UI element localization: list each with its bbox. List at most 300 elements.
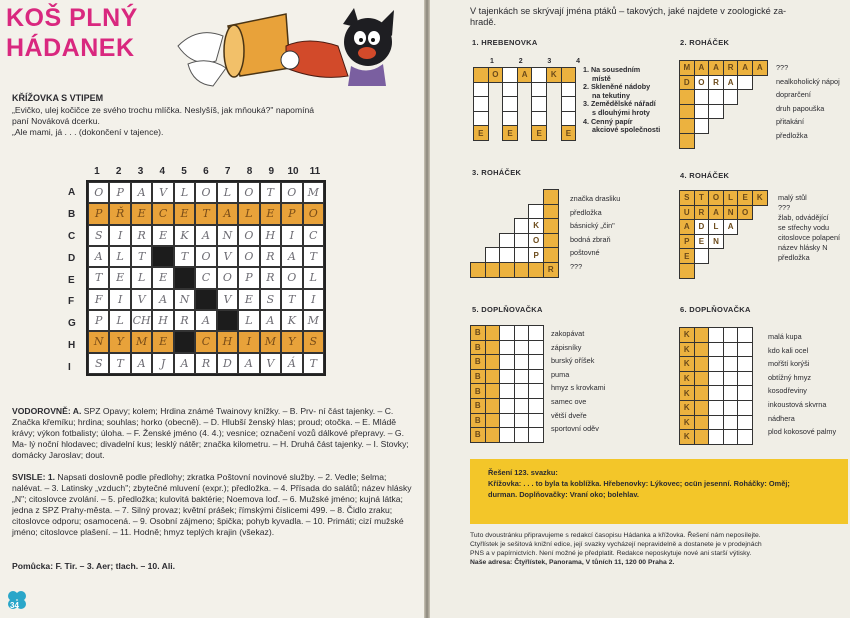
puzzle-cell[interactable] xyxy=(694,104,709,119)
puzzle-cell[interactable] xyxy=(680,263,695,278)
puzzle-cell[interactable]: K xyxy=(680,415,695,430)
grid-cell[interactable]: I xyxy=(109,289,130,310)
grid-cell[interactable]: Á xyxy=(281,353,302,374)
puzzle-cell[interactable] xyxy=(529,398,544,413)
grid-cell[interactable]: P xyxy=(88,310,109,331)
puzzle-cell[interactable] xyxy=(709,328,724,343)
grid-cell[interactable]: N xyxy=(174,289,195,310)
puzzle-cell[interactable] xyxy=(474,111,489,126)
grid-cell[interactable]: N xyxy=(217,225,238,246)
row-label: E xyxy=(68,274,75,286)
puzzle-cell[interactable] xyxy=(485,413,500,428)
grid-cell[interactable]: R xyxy=(131,225,152,246)
puzzle-cell[interactable]: E xyxy=(561,126,576,141)
puzzle-cell[interactable] xyxy=(561,68,576,83)
grid-cell[interactable]: M xyxy=(131,331,152,352)
puzzle-cell[interactable]: O xyxy=(738,205,753,220)
grid-cell[interactable]: O xyxy=(88,182,109,203)
puzzle-cell[interactable]: R xyxy=(543,262,558,277)
grid-cell[interactable]: A xyxy=(217,203,238,224)
puzzle-cell[interactable] xyxy=(514,340,529,355)
column-number: 2 xyxy=(115,166,122,177)
puzzle-cell[interactable] xyxy=(723,90,738,105)
puzzle-cell[interactable] xyxy=(500,340,515,355)
puzzle-cell[interactable]: K xyxy=(680,342,695,357)
grid-cell[interactable]: T xyxy=(281,289,302,310)
grid-cell[interactable]: C xyxy=(303,225,324,246)
puzzle-cell[interactable] xyxy=(694,90,709,105)
puzzle-cell[interactable]: L xyxy=(723,191,738,206)
grid-cell[interactable]: C xyxy=(195,331,216,352)
puzzle3-grid[interactable] xyxy=(470,189,559,278)
grid-cell[interactable] xyxy=(152,246,173,267)
grid-cell[interactable]: O xyxy=(195,182,216,203)
puzzle-cell[interactable] xyxy=(723,371,738,386)
puzzle-cell[interactable] xyxy=(514,219,529,234)
puzzle1-grid[interactable] xyxy=(473,67,576,141)
puzzle-cell[interactable] xyxy=(694,400,709,415)
puzzle-cell[interactable] xyxy=(723,430,738,445)
puzzle-cell[interactable] xyxy=(500,398,515,413)
grid-cell[interactable]: C xyxy=(152,203,173,224)
grid-cell[interactable]: O xyxy=(217,267,238,288)
grid-cell[interactable]: H xyxy=(152,310,173,331)
grid-cell[interactable]: A xyxy=(195,225,216,246)
puzzle-cell xyxy=(488,126,503,141)
puzzle-cell[interactable] xyxy=(485,248,500,263)
grid-cell[interactable]: CH xyxy=(131,310,152,331)
grid-cell[interactable]: E xyxy=(109,267,130,288)
grid-cell[interactable]: S xyxy=(88,353,109,374)
puzzle-cell[interactable] xyxy=(561,111,576,126)
puzzle-cell[interactable]: K xyxy=(680,371,695,386)
puzzle-cell[interactable] xyxy=(474,97,489,112)
grid-cell[interactable]: L xyxy=(238,310,259,331)
puzzle-cell[interactable] xyxy=(680,133,695,148)
puzzle-cell[interactable]: E xyxy=(503,126,518,141)
puzzle-cell[interactable] xyxy=(738,342,753,357)
puzzle-cell[interactable] xyxy=(680,119,695,134)
puzzle-cell[interactable] xyxy=(529,262,544,277)
puzzle-cell[interactable]: E xyxy=(532,126,547,141)
grid-cell[interactable]: I xyxy=(303,289,324,310)
puzzle-cell[interactable] xyxy=(694,371,709,386)
grid-cell[interactable]: K xyxy=(281,310,302,331)
grid-cell[interactable]: D xyxy=(217,353,238,374)
puzzle-cell[interactable] xyxy=(514,398,529,413)
grid-cell[interactable]: O xyxy=(303,203,324,224)
grid-cell[interactable]: S xyxy=(303,331,324,352)
grid-cell[interactable]: T xyxy=(131,246,152,267)
grid-cell[interactable]: N xyxy=(88,331,109,352)
puzzle-cell[interactable] xyxy=(500,428,515,443)
puzzle-cell[interactable]: A xyxy=(709,205,724,220)
puzzle-cell[interactable] xyxy=(500,326,515,341)
grid-cell[interactable] xyxy=(195,289,216,310)
grid-cell[interactable]: R xyxy=(174,310,195,331)
puzzle-cell xyxy=(485,190,500,205)
grid-row-labels xyxy=(68,182,82,378)
puzzle-cell[interactable] xyxy=(503,97,518,112)
puzzle-cell[interactable]: O xyxy=(709,191,724,206)
crossword-grid[interactable] xyxy=(86,180,326,376)
grid-cell[interactable]: L xyxy=(303,267,324,288)
puzzle-cell[interactable]: K xyxy=(680,386,695,401)
puzzle-cell[interactable]: P xyxy=(529,248,544,263)
column-number: 1 xyxy=(94,166,100,177)
puzzle-cell[interactable]: K xyxy=(680,430,695,445)
puzzle-cell[interactable] xyxy=(543,219,558,234)
puzzle-cell[interactable] xyxy=(514,369,529,384)
puzzle-cell[interactable] xyxy=(485,262,500,277)
puzzle-cell[interactable] xyxy=(694,342,709,357)
puzzle-cell[interactable] xyxy=(500,233,515,248)
clue: zakopávat xyxy=(551,329,585,338)
puzzle-cell[interactable] xyxy=(471,262,486,277)
puzzle-cell[interactable] xyxy=(485,369,500,384)
puzzle-cell[interactable]: N xyxy=(723,205,738,220)
puzzle-cell[interactable] xyxy=(485,428,500,443)
grid-cell[interactable]: I xyxy=(109,225,130,246)
puzzle-cell[interactable] xyxy=(723,328,738,343)
grid-cell[interactable]: A xyxy=(195,310,216,331)
puzzle-cell[interactable] xyxy=(485,398,500,413)
puzzle-cell[interactable] xyxy=(532,111,547,126)
puzzle-cell[interactable]: K xyxy=(680,328,695,343)
puzzle-cell[interactable]: B xyxy=(471,355,486,370)
puzzle-cell[interactable]: B xyxy=(471,384,486,399)
grid-cell[interactable]: F xyxy=(88,289,109,310)
puzzle-cell[interactable] xyxy=(543,248,558,263)
puzzle-cell[interactable]: M xyxy=(680,61,695,76)
puzzle-cell[interactable] xyxy=(738,400,753,415)
grid-cell[interactable]: L xyxy=(109,310,130,331)
puzzle-cell[interactable]: D xyxy=(680,75,695,90)
puzzle-cell[interactable]: T xyxy=(694,191,709,206)
puzzle-cell[interactable] xyxy=(543,233,558,248)
grid-cell[interactable]: S xyxy=(88,225,109,246)
grid-cell[interactable]: L xyxy=(217,182,238,203)
grid-cell[interactable]: K xyxy=(174,225,195,246)
puzzle-cell[interactable] xyxy=(561,97,576,112)
puzzle-cell[interactable]: B xyxy=(471,413,486,428)
clue: ??? xyxy=(778,203,791,212)
puzzle-cell[interactable] xyxy=(738,357,753,372)
puzzle-cell[interactable] xyxy=(503,111,518,126)
grid-cell[interactable]: A xyxy=(131,182,152,203)
grid-cell[interactable]: A xyxy=(131,353,152,374)
puzzle-cell[interactable] xyxy=(738,75,753,90)
puzzle-cell[interactable]: A xyxy=(680,220,695,235)
puzzle-cell[interactable]: O xyxy=(488,68,503,83)
grid-cell[interactable]: O xyxy=(238,246,259,267)
puzzle-cell[interactable] xyxy=(738,386,753,401)
grid-cell[interactable]: E xyxy=(260,203,281,224)
puzzle-cell[interactable] xyxy=(738,430,753,445)
puzzle-cell[interactable]: B xyxy=(471,340,486,355)
grid-cell[interactable]: R xyxy=(195,353,216,374)
puzzle-cell[interactable]: R xyxy=(694,205,709,220)
puzzle-cell[interactable] xyxy=(680,90,695,105)
grid-cell[interactable]: E xyxy=(152,331,173,352)
puzzle-cell[interactable] xyxy=(709,386,724,401)
grid-cell[interactable] xyxy=(217,310,238,331)
grid-cell[interactable]: O xyxy=(281,182,302,203)
puzzle-cell[interactable] xyxy=(514,413,529,428)
puzzle-cell[interactable] xyxy=(529,428,544,443)
puzzle-cell[interactable]: E xyxy=(680,249,695,264)
puzzle-cell[interactable] xyxy=(709,357,724,372)
puzzle-cell[interactable] xyxy=(561,82,576,97)
puzzle-cell[interactable] xyxy=(485,355,500,370)
puzzle-cell[interactable]: B xyxy=(471,428,486,443)
puzzle4-grid[interactable] xyxy=(679,190,768,279)
grid-cell[interactable]: H xyxy=(217,331,238,352)
puzzle-cell[interactable] xyxy=(514,262,529,277)
puzzle-cell[interactable]: D xyxy=(694,220,709,235)
grid-cell[interactable]: T xyxy=(303,246,324,267)
puzzle-cell[interactable] xyxy=(694,430,709,445)
puzzle-cell[interactable]: A xyxy=(723,220,738,235)
grid-cell[interactable]: I xyxy=(238,331,259,352)
puzzle-cell[interactable] xyxy=(723,386,738,401)
puzzle-cell[interactable] xyxy=(723,357,738,372)
grid-cell[interactable]: M xyxy=(303,310,324,331)
grid-cell[interactable]: M xyxy=(303,182,324,203)
puzzle-cell[interactable] xyxy=(529,204,544,219)
puzzle-cell[interactable] xyxy=(709,104,724,119)
puzzle-cell[interactable] xyxy=(543,190,558,205)
puzzle-cell[interactable] xyxy=(709,342,724,357)
puzzle-cell[interactable] xyxy=(485,340,500,355)
puzzle-cell[interactable]: B xyxy=(471,369,486,384)
puzzle-cell[interactable] xyxy=(529,384,544,399)
puzzle-cell[interactable] xyxy=(529,355,544,370)
puzzle-cell[interactable] xyxy=(709,90,724,105)
puzzle-cell[interactable] xyxy=(680,104,695,119)
puzzle-cell xyxy=(471,204,486,219)
grid-cell[interactable]: T xyxy=(88,267,109,288)
puzzle-cell[interactable] xyxy=(529,369,544,384)
puzzle-cell[interactable] xyxy=(694,415,709,430)
puzzle6-grid[interactable] xyxy=(679,327,753,445)
clue: předložka xyxy=(778,253,810,262)
grid-cell[interactable]: L xyxy=(238,203,259,224)
puzzle-cell[interactable] xyxy=(543,204,558,219)
grid-column-numbers xyxy=(86,166,326,178)
puzzle-cell[interactable] xyxy=(694,119,709,134)
puzzle-cell[interactable]: K xyxy=(529,219,544,234)
puzzle-cell[interactable] xyxy=(532,82,547,97)
puzzle-cell[interactable] xyxy=(500,355,515,370)
row-label: H xyxy=(68,339,76,351)
puzzle-cell xyxy=(517,97,532,112)
grid-cell[interactable]: Y xyxy=(281,331,302,352)
puzzle-cell[interactable]: O xyxy=(694,75,709,90)
puzzle-cell[interactable]: A xyxy=(738,61,753,76)
puzzle-cell[interactable] xyxy=(532,97,547,112)
across-heading: VODOROVNĚ: A. xyxy=(12,406,82,416)
puzzle5-grid[interactable] xyxy=(470,325,544,443)
grid-cell[interactable]: E xyxy=(152,267,173,288)
puzzle-cell[interactable] xyxy=(514,355,529,370)
grid-cell[interactable]: J xyxy=(152,353,173,374)
grid-cell[interactable]: O xyxy=(238,225,259,246)
grid-cell[interactable]: P xyxy=(238,267,259,288)
puzzle-cell[interactable]: A xyxy=(709,61,724,76)
puzzle-cell[interactable] xyxy=(514,384,529,399)
grid-cell[interactable]: H xyxy=(260,225,281,246)
puzzle-cell[interactable] xyxy=(500,413,515,428)
puzzle-cell[interactable] xyxy=(738,328,753,343)
grid-cell[interactable]: A xyxy=(260,310,281,331)
puzzle-cell[interactable] xyxy=(485,326,500,341)
puzzle-cell[interactable] xyxy=(694,357,709,372)
grid-cell[interactable]: O xyxy=(195,246,216,267)
puzzle-cell[interactable] xyxy=(723,400,738,415)
puzzle-cell[interactable] xyxy=(529,326,544,341)
puzzle-cell[interactable] xyxy=(514,248,529,263)
grid-cell[interactable]: E xyxy=(174,203,195,224)
puzzle-cell[interactable]: A xyxy=(694,61,709,76)
grid-cell[interactable] xyxy=(174,267,195,288)
puzzle-cell[interactable] xyxy=(723,415,738,430)
puzzle-cell[interactable]: E xyxy=(694,234,709,249)
puzzle-cell[interactable]: E xyxy=(738,191,753,206)
puzzle-cell[interactable]: A xyxy=(517,68,532,83)
grid-cell[interactable]: T xyxy=(260,182,281,203)
puzzle-cell[interactable] xyxy=(474,68,489,83)
puzzle-cell[interactable]: N xyxy=(709,234,724,249)
puzzle-cell[interactable] xyxy=(723,342,738,357)
grid-cell[interactable]: A xyxy=(88,246,109,267)
puzzle-cell[interactable] xyxy=(738,415,753,430)
puzzle-cell[interactable] xyxy=(709,371,724,386)
clue: 1. Na sousedním xyxy=(583,65,641,74)
grid-cell[interactable]: T xyxy=(109,353,130,374)
clue: na tekutiny xyxy=(592,90,630,100)
puzzle-cell[interactable] xyxy=(474,82,489,97)
grid-cell[interactable]: Y xyxy=(109,331,130,352)
grid-cell[interactable]: P xyxy=(281,203,302,224)
puzzle2-grid[interactable] xyxy=(679,60,768,149)
clue-text: – 2. Vedle; šelma; nalévat. – 3. Latinsky „vzduch"; zbytečné mluvení (expr.); xyxy=(12,472,387,493)
puzzle-cell[interactable] xyxy=(485,384,500,399)
puzzle-cell[interactable]: K xyxy=(680,357,695,372)
puzzle-cell[interactable] xyxy=(738,371,753,386)
grid-cell[interactable]: I xyxy=(281,225,302,246)
grid-cell[interactable]: V xyxy=(131,289,152,310)
grid-cell[interactable]: O xyxy=(238,182,259,203)
puzzle-cell[interactable] xyxy=(529,340,544,355)
grid-cell[interactable]: R xyxy=(260,246,281,267)
grid-cell[interactable]: L xyxy=(109,246,130,267)
grid-cell[interactable]: E xyxy=(238,289,259,310)
grid-cell[interactable]: L xyxy=(131,267,152,288)
puzzle-cell[interactable] xyxy=(694,328,709,343)
grid-cell[interactable]: A xyxy=(174,353,195,374)
puzzle-cell[interactable]: E xyxy=(474,126,489,141)
clues-down xyxy=(12,472,416,538)
grid-cell[interactable]: S xyxy=(260,289,281,310)
grid-cell[interactable]: T xyxy=(195,203,216,224)
puzzle-cell[interactable]: K xyxy=(752,191,767,206)
puzzle-cell[interactable]: R xyxy=(723,61,738,76)
puzzle-cell[interactable] xyxy=(500,384,515,399)
puzzle-cell[interactable]: P xyxy=(680,234,695,249)
clue: přitakání xyxy=(776,117,804,127)
grid-cell[interactable]: P xyxy=(109,182,130,203)
grid-cell[interactable]: C xyxy=(195,267,216,288)
puzzle-cell[interactable] xyxy=(500,262,515,277)
puzzle-cell[interactable]: K xyxy=(680,400,695,415)
grid-cell[interactable]: V xyxy=(217,246,238,267)
puzzle-cell[interactable]: B xyxy=(471,326,486,341)
grid-cell[interactable] xyxy=(174,331,195,352)
puzzle-cell[interactable] xyxy=(514,233,529,248)
puzzle4-clues xyxy=(778,193,840,263)
clue: předložka xyxy=(570,207,602,217)
grid-cell[interactable]: E xyxy=(131,203,152,224)
puzzle3-title: 3. ROHÁČEK xyxy=(472,168,522,177)
puzzle-cell[interactable] xyxy=(532,68,547,83)
puzzle-cell[interactable] xyxy=(500,369,515,384)
puzzle-cell[interactable] xyxy=(500,248,515,263)
grid-cell[interactable]: L xyxy=(174,182,195,203)
puzzle-cell xyxy=(485,204,500,219)
puzzle-cell[interactable] xyxy=(709,400,724,415)
grid-cell[interactable]: T xyxy=(303,353,324,374)
grid-cell[interactable]: T xyxy=(174,246,195,267)
grid-cell[interactable]: V xyxy=(152,182,173,203)
grid-cell[interactable]: P xyxy=(88,203,109,224)
puzzle-cell[interactable] xyxy=(709,415,724,430)
puzzle-cell[interactable]: A xyxy=(723,75,738,90)
puzzle-cell[interactable] xyxy=(503,82,518,97)
clue: mořští korýši xyxy=(768,359,810,369)
puzzle-cell[interactable] xyxy=(514,326,529,341)
puzzle-cell xyxy=(723,263,738,278)
grid-cell[interactable]: O xyxy=(281,267,302,288)
puzzle-cell[interactable]: U xyxy=(680,205,695,220)
grid-cell[interactable]: V xyxy=(260,353,281,374)
puzzle-cell[interactable]: S xyxy=(680,191,695,206)
puzzle-cell[interactable]: R xyxy=(709,75,724,90)
puzzle-cell xyxy=(723,249,738,264)
grid-cell[interactable]: A xyxy=(238,353,259,374)
puzzle-cell[interactable]: O xyxy=(529,233,544,248)
puzzle-cell[interactable] xyxy=(709,430,724,445)
puzzle-cell[interactable] xyxy=(529,413,544,428)
puzzle-cell[interactable] xyxy=(694,249,709,264)
p1-num: 4 xyxy=(576,58,580,65)
puzzle-cell[interactable]: K xyxy=(546,68,561,83)
clue: druh papouška xyxy=(776,103,825,113)
grid-cell[interactable]: R xyxy=(260,267,281,288)
grid-cell[interactable]: M xyxy=(260,331,281,352)
grid-cell[interactable]: Ř xyxy=(109,203,130,224)
grid-cell[interactable]: A xyxy=(152,289,173,310)
grid-cell[interactable]: V xyxy=(217,289,238,310)
grid-cell[interactable]: A xyxy=(281,246,302,267)
puzzle-cell[interactable] xyxy=(694,386,709,401)
puzzle-cell[interactable] xyxy=(503,68,518,83)
puzzle-cell[interactable]: L xyxy=(709,220,724,235)
puzzle-cell[interactable]: B xyxy=(471,398,486,413)
grid-cell[interactable]: E xyxy=(152,225,173,246)
puzzle-cell[interactable]: A xyxy=(752,61,767,76)
puzzle-cell[interactable] xyxy=(514,428,529,443)
